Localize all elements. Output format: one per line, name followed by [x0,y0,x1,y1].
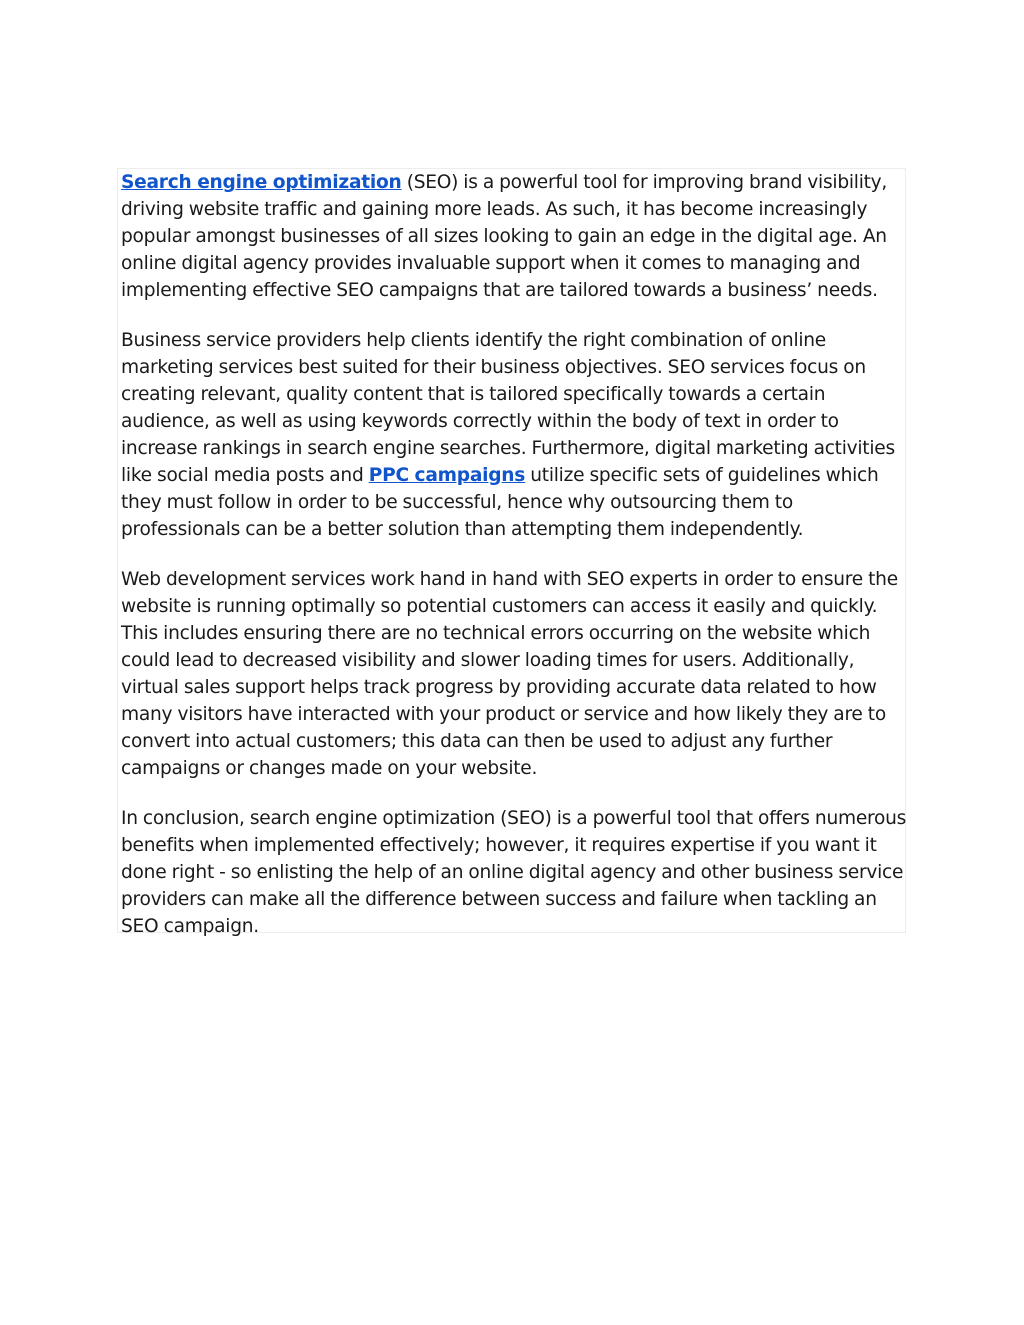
paragraph-1 [121,169,907,304]
paragraph-3: Web development services work hand in hand with SEO experts in order to ensure the website is running optimally so potential customers can access it easily and quickly. This includes ensuring there are no technical errors occurring on the website which could lead to decreased visibility and slower loading times for users. Additionally, virtual sales support helps track progress by providing accurate data related to how many visitors have interacted with your product or service and how likely they are to convert into actual customers; this data can then be used to adjust any further campaigns or changes made on your website. [121,569,898,779]
ppc-campaigns-link[interactable]: PPC campaigns [368,465,526,486]
document-body [121,169,907,963]
paragraph-4: In conclusion, search engine optimization (SEO) is a powerful tool that offers numerous benefits when implemented effectively; however, it requires expertise if you want it done right - so enlisting the help of an online digital agency and other business service providers can make all the difference between success and failure when tackling an SEO campaign. [121,808,907,937]
paragraph-2 [121,327,907,543]
seo-link[interactable]: Search engine optimization [121,172,402,193]
paragraph-1-text: (SEO) is a powerful tool for improving brand visibility, driving website traffic and gaining more leads. As such, it has become increasingly popular amongst businesses of all sizes looking to gain an edge in the digital age. An online digital agency provides invaluable support when it comes to managing and implementing effective SEO campaigns that are tailored towards a business’ needs. [121,172,888,301]
paragraph-2-text-after: utilize specific sets of guidelines which they must follow in order to be successful, hence why outsourcing them to professionals can be a better solution than attempting them independently. [121,465,879,540]
paragraph-2-text-before: Business service providers help clients identify the right combination of online marketing services best suited for their business objectives. SEO services focus on creating relevant, quality content that is tailored specifically towards a certain audience, as well as using keywords correctly within the body of text in order to increase rankings in search engine searches. Furthermore, digital marketing activities like social media posts and [121,330,895,486]
